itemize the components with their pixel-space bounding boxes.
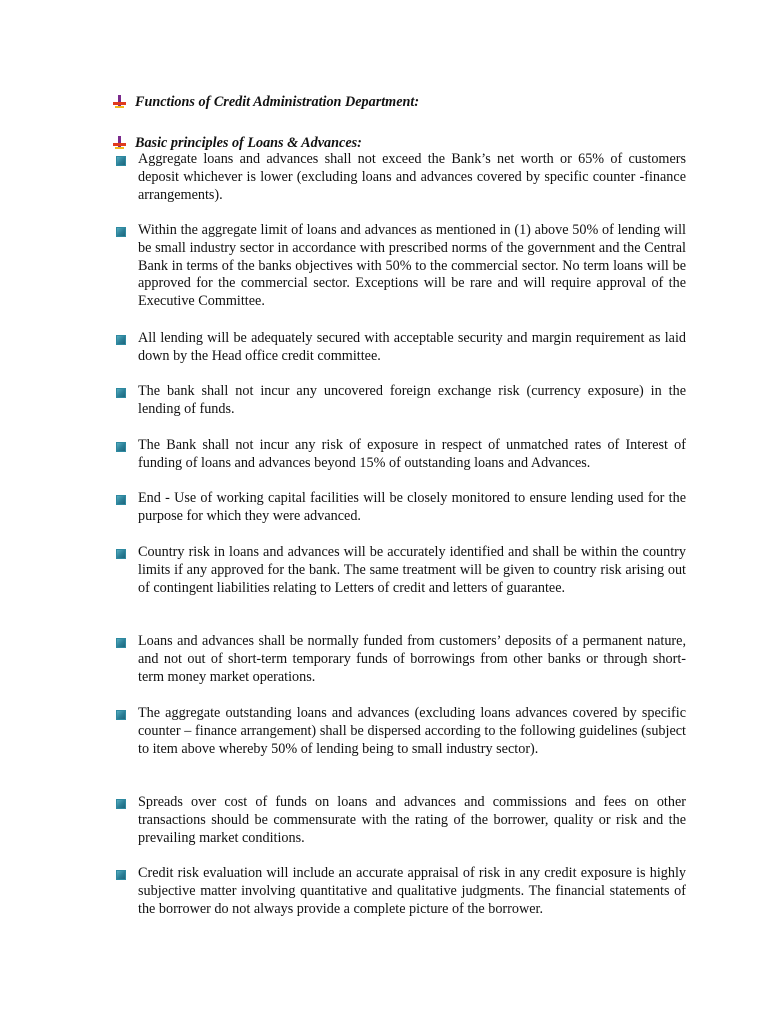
list-item xyxy=(116,383,686,419)
list-item xyxy=(116,633,686,686)
square-bullet-icon xyxy=(116,335,126,345)
list-item-text: Credit risk evaluation will include an accurate appraisal of risk in any credit exposure is highly subjective matter involving quantitative and qualitative judgments. The financial statements of the borrower do not always provide a complete picture of the borrower. xyxy=(138,865,686,917)
list-item xyxy=(116,794,686,847)
list-item xyxy=(116,544,686,597)
square-bullet-icon xyxy=(116,638,126,648)
list-item-text: End - Use of working capital facilities will be closely monitored to ensure lending used for the purpose for which they were advanced. xyxy=(138,490,686,524)
heading-text: Functions of Credit Administration Department: xyxy=(135,94,420,110)
square-bullet-icon xyxy=(116,227,126,237)
square-bullet-icon xyxy=(116,495,126,505)
list-item xyxy=(116,222,686,311)
list-item xyxy=(116,330,686,366)
square-bullet-icon xyxy=(116,156,126,166)
list-item-text: The bank shall not incur any uncovered foreign exchange risk (currency exposure) in the lending of funds. xyxy=(138,383,686,417)
list-item-text: All lending will be adequately secured with acceptable security and margin requirement as laid down by the Head office credit committee. xyxy=(138,330,686,364)
list-item-text: Within the aggregate limit of loans and advances as mentioned in (1) above 50% of lending will be small industry sector in accordance with prescribed norms of the government and the Central Bank in terms of the banks objectives with 50% to the commercial sector. No term loans will be approved for the commercial sector. Exceptions will be rare and will require approval of the Executive Committee. xyxy=(138,222,686,310)
square-bullet-icon xyxy=(116,710,126,720)
section-heading-basic-principles xyxy=(113,134,362,152)
list-item xyxy=(116,490,686,526)
list-item xyxy=(116,865,686,918)
list-item xyxy=(116,437,686,473)
list-item xyxy=(116,705,686,758)
heading-marker-icon xyxy=(113,136,126,150)
square-bullet-icon xyxy=(116,549,126,559)
list-item-text: Country risk in loans and advances will be accurately identified and shall be within the country limits if any approved for the bank. The same treatment will be given to country risk arising out of contingent liabilities relating to Letters of credit and letters of guarantee. xyxy=(138,544,686,596)
list-item xyxy=(116,151,686,204)
heading-text: Basic principles of Loans & Advances: xyxy=(135,135,362,151)
heading-marker-icon xyxy=(113,95,126,109)
square-bullet-icon xyxy=(116,799,126,809)
square-bullet-icon xyxy=(116,870,126,880)
list-item-text: Spreads over cost of funds on loans and advances and commissions and fees on other transactions should be commensurate with the rating of the borrower, quality or risk and the prevailing market conditions. xyxy=(138,794,686,846)
list-item-text: Loans and advances shall be normally funded from customers’ deposits of a permanent nature, and not out of short-term temporary funds of borrowings from other banks or through short-term money market operations. xyxy=(138,633,686,685)
list-item-text: The aggregate outstanding loans and advances (excluding loans advances covered by specific counter – finance arrangement) shall be dispersed according to the following guidelines (subject to item above whereby 50% of lending being to small industry sector). xyxy=(138,705,686,757)
square-bullet-icon xyxy=(116,388,126,398)
list-item-text: Aggregate loans and advances shall not exceed the Bank’s net worth or 65% of customers deposit whichever is lower (excluding loans and advances covered by specific counter -finance arrangements). xyxy=(138,151,686,203)
square-bullet-icon xyxy=(116,442,126,452)
section-heading-functions xyxy=(113,93,419,111)
list-item-text: The Bank shall not incur any risk of exposure in respect of unmatched rates of Interest of funding of loans and advances beyond 15% of outstanding loans and Advances. xyxy=(138,437,686,471)
